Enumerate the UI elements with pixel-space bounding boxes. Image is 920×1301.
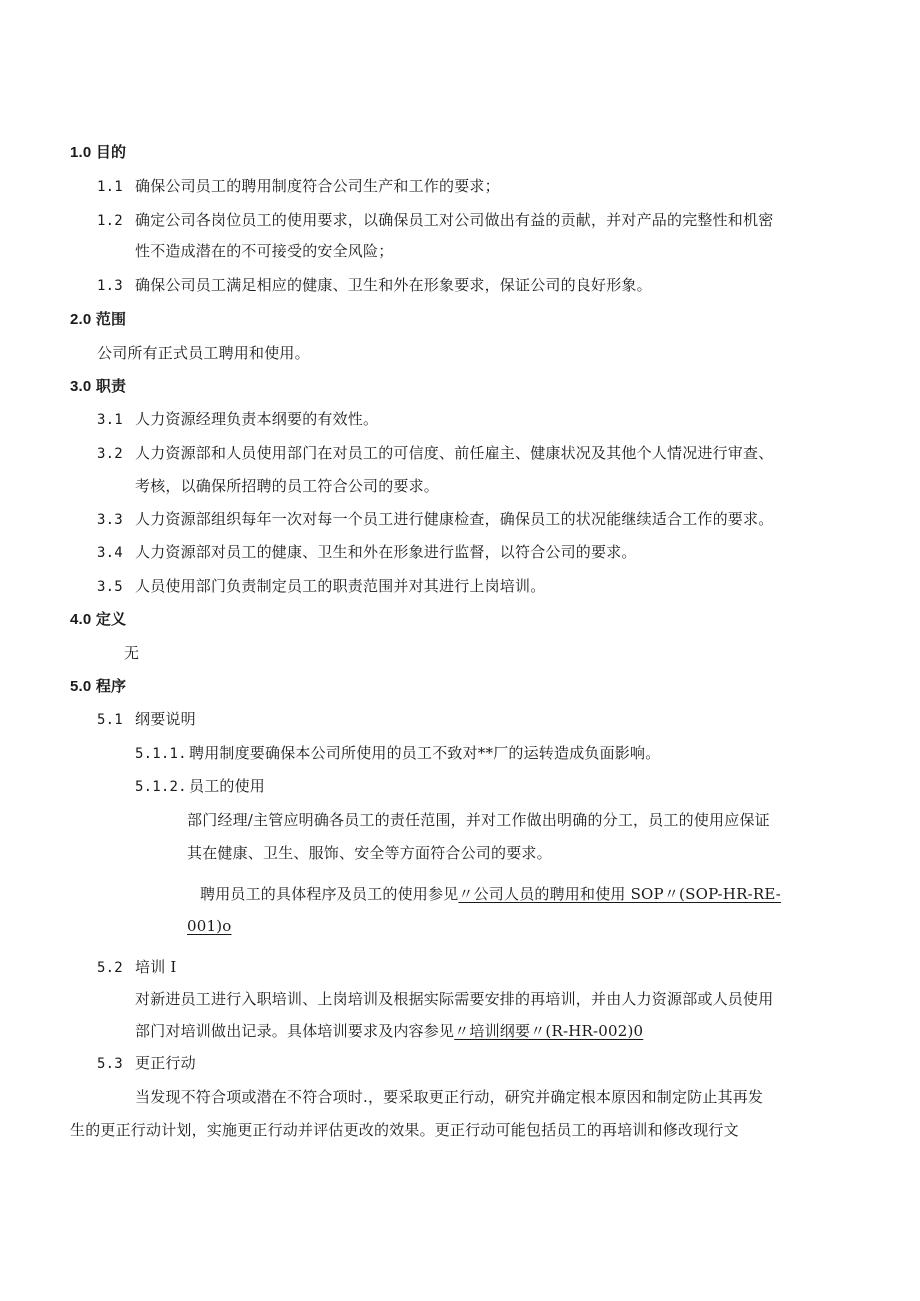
item-text: 人力资源部对员工的健康、卫生和外在形象进行监督，以符合公司的要求。 bbox=[135, 543, 637, 561]
item-number: 3.3 bbox=[97, 512, 123, 528]
sop-reference-link[interactable]: 〃公司人员的聘用和使用 SOP〃(SOP-HR-RE- bbox=[458, 885, 782, 903]
paragraph-line bbox=[200, 884, 781, 904]
paragraph-line: 生的更正行动计划，实施更正行动并评估更改的效果。更正行动可能包括员工的再培训和修改现行文 bbox=[70, 1121, 739, 1139]
paragraph-line: 当发现不符合项或潜在不符合项时.，要采取更正行动，研究并确定根本原因和制定防止其再发 bbox=[135, 1088, 764, 1106]
item-text: 更正行动 bbox=[135, 1054, 196, 1072]
sop-reference-link-cont[interactable]: 001)o bbox=[187, 917, 232, 935]
section-heading-definition: 4.0 定义 bbox=[70, 611, 127, 628]
item-number: 5.1.1. bbox=[135, 746, 187, 762]
item-text: 确定公司各岗位员工的使用要求，以确保员工对公司做出有益的贡献，并对产品的完整性和机密 bbox=[135, 211, 774, 229]
section-text: 公司所有正式员工聘用和使用。 bbox=[97, 344, 310, 362]
reference-prefix: 聘用员工的具体程序及员工的使用参见 bbox=[200, 885, 459, 903]
paragraph-line: 其在健康、卫生、服饰、安全等方面符合公司的要求。 bbox=[187, 844, 552, 862]
section-text: 无 bbox=[124, 644, 140, 662]
list-item bbox=[97, 275, 652, 296]
subsection-title bbox=[97, 957, 177, 978]
list-item bbox=[97, 176, 500, 197]
section-heading-scope: 2.0 范围 bbox=[70, 311, 127, 328]
item-number: 5.3 bbox=[97, 1056, 123, 1072]
list-item bbox=[97, 409, 378, 430]
paragraph-line bbox=[135, 1021, 643, 1041]
item-number: 5.2 bbox=[97, 960, 123, 976]
item-continuation: 考核，以确保所招聘的员工符合公司的要求。 bbox=[135, 477, 440, 495]
section-heading-procedure: 5.0 程序 bbox=[70, 678, 127, 695]
item-number: 1.1 bbox=[97, 179, 123, 195]
item-number: 5.1.2. bbox=[135, 779, 187, 795]
item-number: 5.1 bbox=[97, 712, 123, 728]
item-text: 确保公司员工的聘用制度符合公司生产和工作的要求； bbox=[135, 177, 500, 195]
subsection-title bbox=[97, 709, 196, 730]
item-text: 培训 I bbox=[135, 958, 177, 976]
item-number: 1.3 bbox=[97, 278, 123, 294]
item-number: 3.4 bbox=[97, 545, 123, 561]
list-item bbox=[97, 509, 773, 530]
item-number: 1.2 bbox=[97, 213, 123, 229]
item-text: 人员使用部门负责制定员工的职责范围并对其进行上岗培训。 bbox=[135, 577, 546, 595]
list-item bbox=[97, 210, 773, 231]
item-text: 员工的使用 bbox=[189, 777, 266, 795]
item-number: 3.1 bbox=[97, 412, 123, 428]
item-continuation: 性不造成潜在的不可接受的安全风险； bbox=[135, 242, 394, 260]
list-item bbox=[135, 776, 265, 797]
list-item bbox=[135, 743, 660, 764]
paragraph-line bbox=[187, 916, 232, 936]
paragraph-line: 对新进员工进行入职培训、上岗培训及根据实际需要安排的再培训，并由人力资源部或人员使用 bbox=[135, 990, 774, 1008]
item-text: 人力资源经理负责本纲要的有效性。 bbox=[135, 410, 379, 428]
item-number: 3.2 bbox=[97, 446, 123, 462]
training-reference-link[interactable]: 〃培训纲要〃(R-HR-002)0 bbox=[454, 1022, 644, 1040]
section-heading-purpose: 1.0 目的 bbox=[70, 144, 127, 161]
item-text: 人力资源部组织每年一次对每一个员工进行健康检查，确保员工的状况能继续适合工作的要求。 bbox=[135, 510, 774, 528]
item-text: 人力资源部和人员使用部门在对员工的可信度、前任雇主、健康状况及其他个人情况进行审查、 bbox=[135, 444, 774, 462]
subsection-title bbox=[97, 1053, 196, 1074]
section-heading-responsibility: 3.0 职责 bbox=[70, 378, 127, 395]
item-text: 纲要说明 bbox=[135, 710, 196, 728]
list-item bbox=[97, 576, 545, 597]
list-item bbox=[97, 443, 773, 464]
list-item bbox=[97, 542, 637, 563]
item-text: 聘用制度要确保本公司所使用的员工不致对**厂的运转造成负面影响。 bbox=[189, 744, 661, 762]
item-text: 确保公司员工满足相应的健康、卫生和外在形象要求，保证公司的良好形象。 bbox=[135, 276, 652, 294]
paragraph-line: 部门经理/主管应明确各员工的责任范围，并对工作做出明确的分工，员工的使用应保证 bbox=[187, 811, 770, 829]
item-number: 3.5 bbox=[97, 579, 123, 595]
reference-prefix: 部门对培训做出记录。具体培训要求及内容参见 bbox=[135, 1022, 455, 1040]
